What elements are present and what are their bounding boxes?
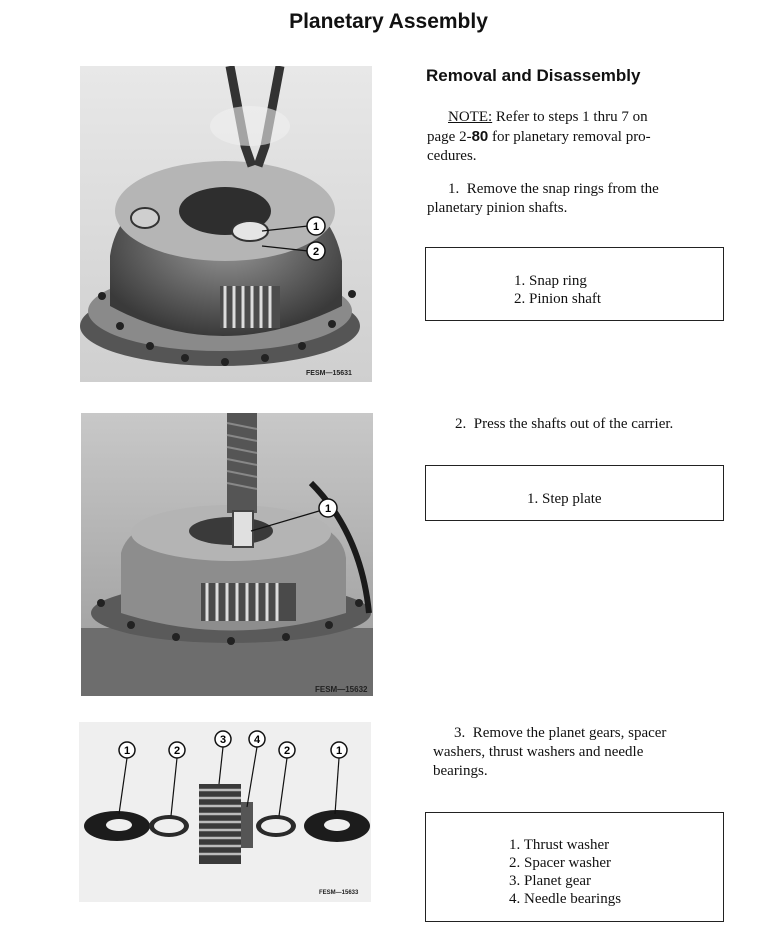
callout-4: 4: [253, 734, 261, 746]
components-photo: [79, 722, 371, 902]
callout-1: 1: [312, 221, 320, 233]
page-title: Planetary Assembly: [289, 10, 488, 33]
step-text: Remove the snap rings from the: [466, 181, 659, 197]
callout-3: 3: [219, 734, 227, 746]
note-line3: cedures.: [427, 148, 477, 164]
note-paragraph: [427, 108, 727, 166]
step-text: bearings.: [433, 763, 488, 779]
step-2: [455, 415, 765, 434]
step-text: planetary pinion shafts.: [427, 200, 568, 216]
note-line2-prefix: page 2-: [427, 129, 472, 145]
legend-box-2: [425, 465, 724, 521]
figure-code: FESM—15631: [306, 370, 352, 377]
figure-code: FESM—15632: [315, 685, 368, 694]
legend-item: 2. Pinion shaft: [514, 291, 602, 307]
step-number: 1.: [448, 181, 460, 197]
legend-item: 1. Step plate: [527, 491, 602, 507]
note-text: Refer to steps 1 thru 7 on: [492, 109, 648, 125]
section-heading: Removal and Disassembly: [426, 66, 641, 85]
step-text: Remove the planet gears, spacer: [472, 725, 667, 741]
note-label: NOTE:: [448, 109, 493, 125]
step-text: washers, thrust washers and needle: [433, 744, 644, 760]
callout-2: 2: [283, 745, 291, 757]
legend-item: 2. Spacer washer: [509, 855, 612, 871]
legend-box-1: [425, 247, 724, 321]
figure-press-shafts: [81, 413, 373, 696]
figure-gear-components: [79, 722, 371, 902]
callout-2: 2: [312, 246, 320, 258]
note-page-ref: 80: [471, 128, 489, 145]
step-number: 3.: [454, 725, 466, 741]
legend-item: 1. Snap ring: [514, 273, 587, 289]
step-1: [427, 180, 747, 218]
figure-code: FESM—15633: [319, 890, 359, 896]
figure-snap-ring-removal: [80, 66, 372, 382]
callout-1: 1: [324, 503, 332, 515]
press-photo: [81, 413, 373, 696]
snap-ring-photo: [80, 66, 372, 382]
step-text: Press the shafts out of the carrier.: [473, 416, 674, 432]
legend-item: 3. Planet gear: [509, 873, 592, 889]
step-3: [433, 724, 733, 781]
note-line2-suffix: for planetary removal pro-: [488, 129, 651, 145]
legend-item: 4. Needle bearings: [509, 891, 622, 907]
callout-1: 1: [335, 745, 343, 757]
legend-item: 1. Thrust washer: [509, 837, 610, 853]
callout-1: 1: [123, 745, 131, 757]
step-number: 2.: [455, 416, 467, 432]
legend-box-3: [425, 812, 724, 922]
callout-2: 2: [173, 745, 181, 757]
